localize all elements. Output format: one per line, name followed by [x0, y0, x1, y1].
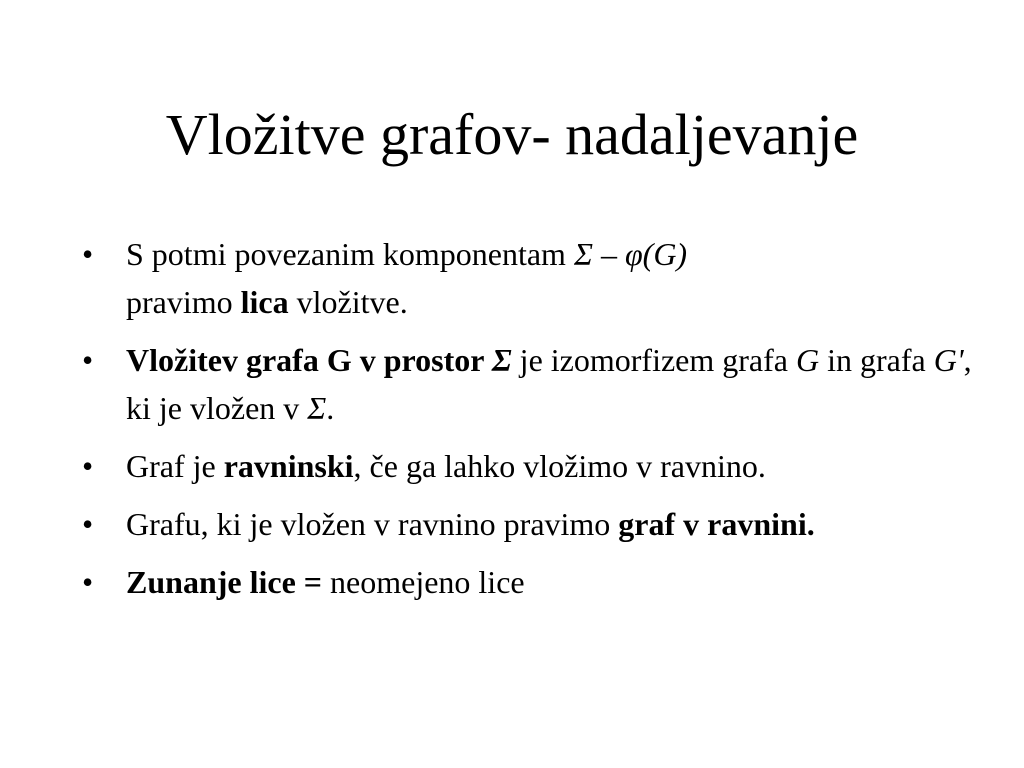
bullet-text [126, 506, 815, 542]
bullet-list [82, 230, 982, 616]
bullet-text [126, 448, 766, 484]
bullet-segment-italic: G' [933, 342, 964, 378]
bullet-segment: , ki je vložen v [126, 342, 972, 426]
bullet-dot-icon: • [82, 448, 94, 484]
bullet-segment: S potmi povezanim komponentam [126, 236, 574, 272]
bullet-segment: je izomorfizem grafa [511, 342, 796, 378]
bullet-dot-icon: • [82, 342, 94, 378]
bullet-segment-italic: Σ [307, 390, 327, 426]
bullet-item [82, 558, 982, 606]
bullet-dot-icon: • [82, 236, 94, 272]
bullet-segment: in grafa [819, 342, 934, 378]
bullet-item [82, 442, 982, 490]
bullet-segment: , če ga lahko vložimo v ravnino. [353, 448, 766, 484]
bullet-segment: Graf je [126, 448, 224, 484]
bullet-segment-bold: graf v ravnini. [618, 506, 815, 542]
bullet-segment: . [326, 390, 335, 426]
bullet-segment-italic: Σ – φ(G) [573, 236, 688, 272]
bullet-segment: Grafu, ki je vložen v ravnino pravimo [126, 506, 619, 542]
bullet-item [82, 336, 982, 432]
bullet-text [126, 342, 972, 426]
bullet-text [126, 236, 687, 320]
bullet-segment-bold: lica [240, 284, 289, 320]
slide-title: Vložitve grafov- nadaljevanje [165, 102, 859, 167]
bullet-segment: neomejeno lice [322, 564, 525, 600]
bullet-segment: pravimo [126, 284, 241, 320]
bullet-segment-bold: Zunanje lice = [126, 564, 323, 600]
bullet-item [82, 230, 982, 326]
bullet-dot-icon: • [82, 564, 94, 600]
bullet-segment-bold-italic: Σ [491, 342, 512, 378]
bullet-dot-icon: • [82, 506, 94, 542]
bullet-segment-bold: ravninski [223, 448, 354, 484]
bullet-item [82, 500, 982, 548]
bullet-text [126, 564, 525, 600]
bullet-segment-bold: Vložitev grafa G v prostor [126, 342, 492, 378]
bullet-segment: vložitve. [288, 284, 408, 320]
bullet-segment-italic: G [795, 342, 820, 378]
